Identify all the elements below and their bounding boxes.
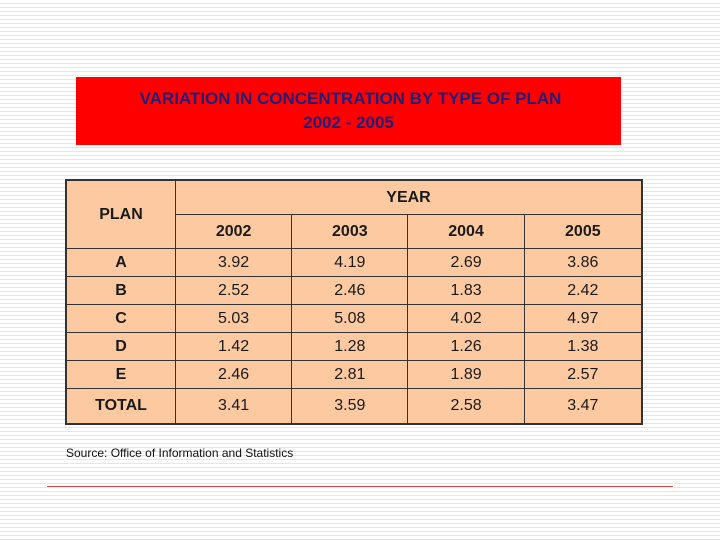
year-header: YEAR [176,180,643,215]
table-row [66,305,642,333]
table-cell: 3.86 [524,249,642,277]
table-cell: 2.42 [524,277,642,305]
year-2004-header: 2004 [408,215,524,249]
year-2005-header: 2005 [524,215,642,249]
table-cell: 2.57 [524,361,642,389]
total-cell: 3.59 [292,389,408,425]
total-cell: 2.58 [408,389,524,425]
slide-title [76,77,621,145]
table-cell: 1.83 [408,277,524,305]
table-cell: 1.38 [524,333,642,361]
year-2003-header: 2003 [292,215,408,249]
table-cell: 4.19 [292,249,408,277]
table-cell: 1.89 [408,361,524,389]
table-row [66,249,642,277]
plan-label: E [66,361,176,389]
table-cell: 5.08 [292,305,408,333]
table-cell: 4.97 [524,305,642,333]
footer-divider [47,486,673,487]
table-cell: 2.46 [292,277,408,305]
total-cell: 3.47 [524,389,642,425]
table-cell: 1.42 [176,333,292,361]
table-cell: 4.02 [408,305,524,333]
table-cell: 1.28 [292,333,408,361]
title-line-2: 2002 - 2005 [303,113,394,132]
table-cell: 2.52 [176,277,292,305]
plan-header: PLAN [66,180,176,249]
year-2002-header: 2002 [176,215,292,249]
table-row [66,277,642,305]
source-note: Source: Office of Information and Statistics [66,446,294,460]
total-row [66,389,642,425]
plan-concentration-table [65,179,643,425]
plan-label: D [66,333,176,361]
table-cell: 1.26 [408,333,524,361]
plan-label: C [66,305,176,333]
table-cell: 2.46 [176,361,292,389]
table-row [66,361,642,389]
title-line-1: VARIATION IN CONCENTRATION BY TYPE OF PLAN [139,89,562,108]
total-cell: 3.41 [176,389,292,425]
table-row [66,333,642,361]
table-cell: 3.92 [176,249,292,277]
total-label: TOTAL [66,389,176,425]
plan-label: B [66,277,176,305]
plan-label: A [66,249,176,277]
table-cell: 2.69 [408,249,524,277]
table-cell: 5.03 [176,305,292,333]
table-cell: 2.81 [292,361,408,389]
